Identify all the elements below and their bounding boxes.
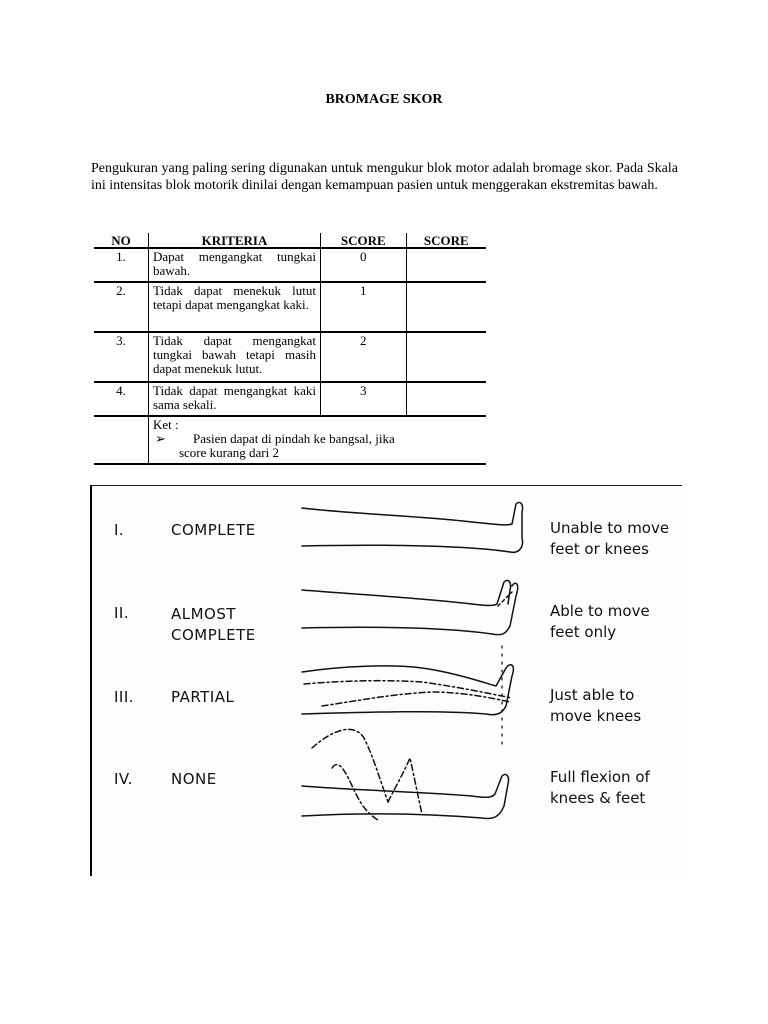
row-kriteria: Tidak dapat mengangkat tungkai bawah tetapi masih dapat menekuk lutut. — [148, 332, 320, 382]
row-score-empty — [406, 332, 486, 382]
row-numeral-1: I. — [114, 521, 125, 539]
bromage-score-table — [94, 233, 486, 465]
row-kriteria: Tidak dapat menekuk lutut tetapi dapat mengangkat kaki. — [148, 282, 320, 332]
row-score-empty — [406, 248, 486, 282]
table-row — [94, 248, 486, 282]
note-cell — [148, 416, 486, 464]
row-desc-1: Unable to move feet or knees — [550, 519, 670, 558]
leg-partial-drawing — [302, 665, 513, 715]
row-score: 0 — [321, 248, 407, 282]
note-label: Ket : — [152, 417, 179, 432]
note-text-2: score kurang dari 2 — [178, 445, 279, 460]
header-score: SCORE — [321, 233, 407, 248]
row-desc-2: Able to move feet only — [550, 602, 650, 641]
row-label-almost-complete: ALMOST COMPLETE — [171, 605, 256, 644]
leg-none-drawing — [302, 729, 509, 820]
row-label-none: NONE — [171, 770, 217, 788]
table-row — [94, 282, 486, 332]
leg-almost-complete-drawing — [302, 580, 518, 634]
note-empty-cell — [94, 416, 148, 464]
arrow-bullet-icon: ➢ — [154, 431, 166, 446]
bromage-scale-figure — [90, 485, 682, 876]
table-header-row — [94, 233, 486, 248]
header-score-2: SCORE — [406, 233, 486, 248]
row-score: 1 — [321, 282, 407, 332]
header-kriteria: KRITERIA — [148, 233, 320, 248]
row-label-partial: PARTIAL — [171, 688, 235, 706]
row-numeral-2: II. — [114, 604, 130, 622]
intro-paragraph: Pengukuran yang paling sering digunakan untuk mengukur blok motor adalah bromage skor. Pada Skala ini intensitas blok motorik dinilai dengan kemampuan pasien untuk menggerakan ekstremitas bawah. — [91, 161, 678, 193]
row-score: 3 — [321, 382, 407, 416]
row-score-empty — [406, 382, 486, 416]
row-score-empty — [406, 282, 486, 332]
row-desc-3: Just able to move knees — [550, 686, 642, 725]
row-no: 1. — [94, 248, 148, 282]
leg-complete-drawing — [302, 502, 523, 552]
note-text-1: Pasien dapat di pindah ke bangsal, jika — [192, 431, 395, 446]
note-line-1 — [153, 432, 482, 446]
row-no: 4. — [94, 382, 148, 416]
row-label-complete: COMPLETE — [171, 521, 256, 539]
row-numeral-3: III. — [114, 688, 135, 706]
table-row — [94, 382, 486, 416]
row-kriteria: Tidak dapat mengangkat kaki sama sekali. — [148, 382, 320, 416]
page-title: BROMAGE SKOR — [325, 92, 443, 107]
table-row — [94, 332, 486, 382]
row-no: 3. — [94, 332, 148, 382]
row-score: 2 — [321, 332, 407, 382]
row-numeral-4: IV. — [114, 770, 134, 788]
row-no: 2. — [94, 282, 148, 332]
row-desc-4: Full flexion of knees & feet — [550, 768, 650, 807]
row-kriteria: Dapat mengangkat tungkai bawah. — [148, 248, 320, 282]
table-note-row — [94, 416, 486, 464]
header-no: NO — [94, 233, 148, 248]
